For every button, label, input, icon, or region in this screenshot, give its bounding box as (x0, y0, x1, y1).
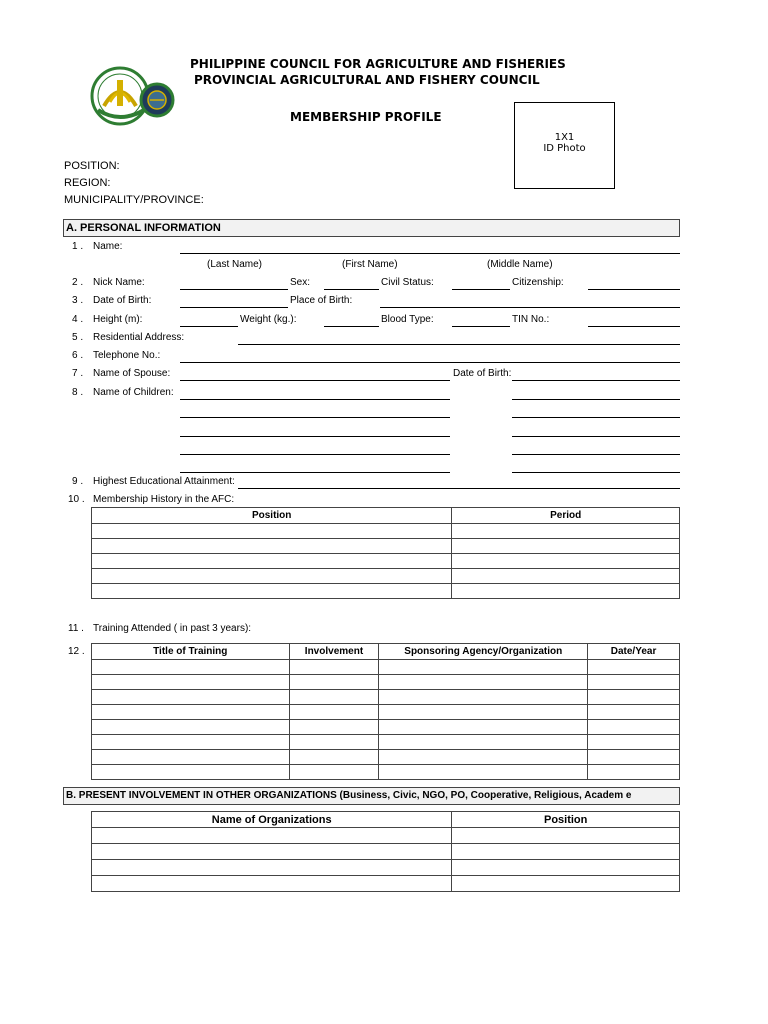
training-title-cell[interactable] (92, 735, 290, 750)
child-name-line[interactable] (180, 454, 450, 455)
telephone-label: Telephone No.: (93, 350, 161, 361)
organization-name-header: Name of Organizations (92, 812, 452, 828)
period-cell[interactable] (452, 569, 680, 584)
section-a-title: A. PERSONAL INFORMATION (63, 219, 680, 237)
training-table (91, 643, 680, 780)
involvement-cell[interactable] (289, 660, 379, 675)
spouse-name-label: Name of Spouse: (93, 368, 171, 379)
table-row (92, 675, 680, 690)
middle-name-caption: (Middle Name) (487, 259, 553, 270)
training-title-cell[interactable] (92, 675, 290, 690)
council-name: PHILIPPINE COUNCIL FOR AGRICULTURE AND FISHERIES (190, 57, 566, 71)
provincial-council-name: PROVINCIAL AGRICULTURAL AND FISHERY COUNCIL (194, 73, 540, 87)
place-of-birth-input-line[interactable] (380, 307, 680, 308)
section-b-title: B. PRESENT INVOLVEMENT IN OTHER ORGANIZATIONS (Business, Civic, NGO, PO, Cooperative, Religious, Academ e (63, 787, 680, 805)
item-11-number: 11 . (68, 623, 84, 634)
place-of-birth-label: Place of Birth: (290, 295, 353, 306)
region-label: REGION: (64, 177, 111, 189)
table-row (92, 569, 680, 584)
education-input-line[interactable] (238, 488, 680, 489)
org-position-cell[interactable] (452, 860, 680, 876)
table-row (92, 750, 680, 765)
child-name-line[interactable] (180, 436, 450, 437)
involvement-cell[interactable] (289, 690, 379, 705)
table-row (92, 584, 680, 599)
height-input-line[interactable] (180, 326, 238, 327)
table-row (92, 705, 680, 720)
organization-position-header: Position (452, 812, 680, 828)
spouse-dob-input-line[interactable] (512, 380, 680, 381)
agency-cell[interactable] (379, 660, 588, 675)
involvement-cell[interactable] (289, 735, 379, 750)
name-label: Name: (93, 241, 123, 252)
involvement-cell[interactable] (289, 720, 379, 735)
position-cell[interactable] (92, 584, 452, 599)
department-of-agriculture-logo (84, 58, 184, 130)
first-name-caption: (First Name) (342, 259, 398, 270)
organization-cell[interactable] (92, 828, 452, 844)
membership-history-label: Membership History in the AFC: (93, 494, 235, 505)
membership-history-table (91, 507, 680, 599)
weight-input-line[interactable] (324, 326, 379, 327)
position-cell[interactable] (92, 539, 452, 554)
child-dob-line[interactable] (512, 417, 680, 418)
date-cell[interactable] (588, 705, 680, 720)
nick-name-input-line[interactable] (180, 289, 288, 290)
height-label: Height (m): (93, 314, 143, 325)
involvement-cell[interactable] (289, 675, 379, 690)
date-cell[interactable] (588, 660, 680, 675)
residential-address-label: Residential Address: (93, 332, 185, 343)
agency-cell[interactable] (379, 675, 588, 690)
form-title: MEMBERSHIP PROFILE (290, 110, 442, 124)
date-year-header: Date/Year (588, 644, 680, 660)
photo-size-label: 1X1 (554, 132, 575, 143)
sex-input-line[interactable] (324, 289, 379, 290)
org-position-cell[interactable] (452, 844, 680, 860)
period-cell[interactable] (452, 584, 680, 599)
date-cell[interactable] (588, 735, 680, 750)
tin-label: TIN No.: (512, 314, 550, 325)
table-row (92, 660, 680, 675)
involvement-cell[interactable] (289, 705, 379, 720)
last-name-caption: (Last Name) (207, 259, 263, 270)
children-label: Name of Children: (93, 387, 174, 398)
item-4-number: 4 . (72, 314, 84, 325)
child-name-line[interactable] (180, 417, 450, 418)
date-cell[interactable] (588, 750, 680, 765)
table-row (92, 720, 680, 735)
training-title-cell[interactable] (92, 750, 290, 765)
citizenship-label: Citizenship: (512, 277, 564, 288)
date-cell[interactable] (588, 765, 680, 780)
involvement-cell[interactable] (289, 750, 379, 765)
date-of-birth-input-line[interactable] (180, 307, 288, 308)
organization-cell[interactable] (92, 844, 452, 860)
item-10-number: 10 . (68, 494, 85, 505)
child-name-line[interactable] (180, 472, 450, 473)
civil-status-label: Civil Status: (381, 277, 434, 288)
blood-type-label: Blood Type: (381, 314, 434, 325)
item-2-number: 2 . (72, 277, 84, 288)
spouse-name-input-line[interactable] (180, 380, 450, 381)
item-3-number: 3 . (72, 295, 84, 306)
position-cell[interactable] (92, 569, 452, 584)
title-of-training-header: Title of Training (92, 644, 290, 660)
agency-cell[interactable] (379, 690, 588, 705)
agency-cell[interactable] (379, 750, 588, 765)
spouse-dob-label: Date of Birth: (453, 368, 512, 379)
sponsoring-agency-header: Sponsoring Agency/Organization (379, 644, 588, 660)
sex-label: Sex: (290, 277, 311, 288)
agency-cell[interactable] (379, 765, 588, 780)
involvement-cell[interactable] (289, 765, 379, 780)
period-column-header: Period (452, 508, 680, 524)
municipality-label: MUNICIPALITY/PROVINCE: (64, 194, 204, 206)
organizations-table (91, 811, 680, 892)
position-label: POSITION: (64, 160, 120, 172)
telephone-input-line[interactable] (180, 362, 680, 363)
education-label: Highest Educational Attainment: (93, 476, 235, 487)
period-cell[interactable] (452, 539, 680, 554)
training-title-cell[interactable] (92, 765, 290, 780)
organization-cell[interactable] (92, 876, 452, 892)
agency-cell[interactable] (379, 735, 588, 750)
item-1-number: 1 . (72, 241, 84, 252)
blood-type-input-line[interactable] (452, 326, 510, 327)
date-cell[interactable] (588, 690, 680, 705)
name-input-line[interactable] (180, 253, 680, 254)
training-title-cell[interactable] (92, 660, 290, 675)
date-cell[interactable] (588, 720, 680, 735)
training-title-cell[interactable] (92, 690, 290, 705)
agency-cell[interactable] (379, 720, 588, 735)
item-8-number: 8 . (72, 387, 84, 398)
item-6-number: 6 . (72, 350, 84, 361)
table-row (92, 828, 680, 844)
child-dob-line[interactable] (512, 454, 680, 455)
organization-cell[interactable] (92, 860, 452, 876)
nick-name-label: Nick Name: (93, 277, 145, 288)
residential-address-input-line[interactable] (238, 344, 680, 345)
table-row (92, 539, 680, 554)
id-photo-box (514, 102, 615, 189)
photo-label: ID Photo (543, 143, 586, 154)
period-cell[interactable] (452, 554, 680, 569)
item-5-number: 5 . (72, 332, 84, 343)
item-9-number: 9 . (72, 476, 84, 487)
tin-input-line[interactable] (588, 326, 680, 327)
training-attended-label: Training Attended ( in past 3 years): (93, 623, 252, 634)
table-row (92, 860, 680, 876)
position-cell[interactable] (92, 524, 452, 539)
table-row (92, 735, 680, 750)
training-title-cell[interactable] (92, 720, 290, 735)
civil-status-input-line[interactable] (452, 289, 510, 290)
training-title-cell[interactable] (92, 705, 290, 720)
position-cell[interactable] (92, 554, 452, 569)
child-name-line[interactable] (180, 399, 450, 400)
agency-cell[interactable] (379, 705, 588, 720)
child-dob-line[interactable] (512, 399, 680, 400)
child-dob-line[interactable] (512, 436, 680, 437)
child-dob-line[interactable] (512, 472, 680, 473)
table-row (92, 524, 680, 539)
date-of-birth-label: Date of Birth: (93, 295, 152, 306)
involvement-header: Involvement (289, 644, 379, 660)
citizenship-input-line[interactable] (588, 289, 680, 290)
weight-label: Weight (kg.): (240, 314, 297, 325)
position-column-header: Position (92, 508, 452, 524)
org-position-cell[interactable] (452, 828, 680, 844)
table-row (92, 765, 680, 780)
item-12-number: 12 . (68, 646, 85, 657)
item-7-number: 7 . (72, 368, 84, 379)
table-row (92, 554, 680, 569)
date-cell[interactable] (588, 675, 680, 690)
table-row (92, 844, 680, 860)
table-row (92, 690, 680, 705)
org-position-cell[interactable] (452, 876, 680, 892)
table-row (92, 876, 680, 892)
period-cell[interactable] (452, 524, 680, 539)
